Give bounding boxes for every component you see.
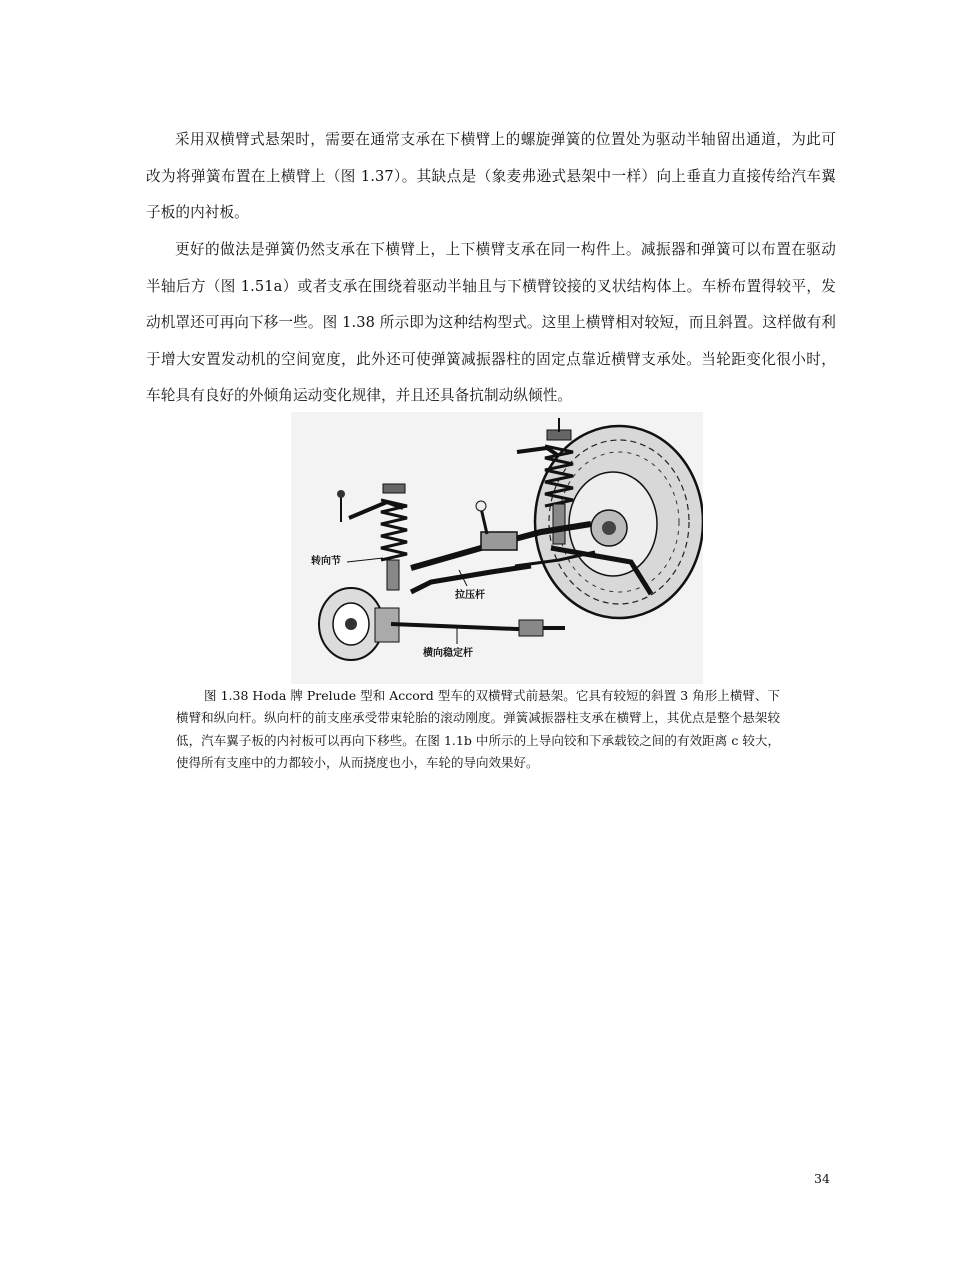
label-stabilizer-bar: 横向稳定杆	[423, 648, 473, 659]
body-paragraph-1: 采用双横臂式悬架时，需要在通常支承在下横臂上的螺旋弹簧的位置处为驱动半轴留出通道，为此可改为将弹簧布置在上横臂上（图 1.37）。其缺点是（象麦弗逊式悬架中一样）向上垂直力直接传给汽车翼子板的内衬板。	[146, 131, 836, 221]
label-tie-rod: 拉压杆	[455, 590, 485, 601]
page-number: 34	[814, 1171, 830, 1186]
suspension-drawing	[291, 412, 703, 684]
body-paragraph-2: 更好的做法是弹簧仍然支承在下横臂上，上下横臂支承在同一构件上。减振器和弹簧可以布置在驱动半轴后方（图 1.51a）或者支承在围绕着驱动半轴且与下横臂铰接的叉状结构体上。车桥布置得较平，发动机罩还可再向下移一些。图 1.38 所示即为这种结构型式。这里上横臂相对较短，而且斜置。这样做有利于增大安置发动机的空间宽度，此外还可使弹簧减振器柱的固定点靠近横臂支承处。当轮距变化很小时，车轮具有良好的外倾角运动变化规律，并且还具备抗制动纵倾性。	[146, 241, 836, 404]
label-steering-knuckle: 转向节	[311, 556, 341, 567]
figure-caption: 图 1.38 Hoda 牌 Prelude 型和 Accord 型车的双横臂式前悬架。它具有较短的斜置 3 角形上横臂、下横臂和纵向杆。纵向杆的前支座承受带束轮胎的滚动刚度。弹簧减振器柱支承在横臂上，其优点是整个悬架较低，汽车翼子板的内衬板可以再向下移些。在图 1.1b 中所示的上导向铰和下承载铰之间的有效距离 c 较大，使得所有支座中的力都较小，从而挠度也小，车轮的导向效果好。	[176, 688, 780, 770]
suspension-figure	[291, 412, 703, 684]
